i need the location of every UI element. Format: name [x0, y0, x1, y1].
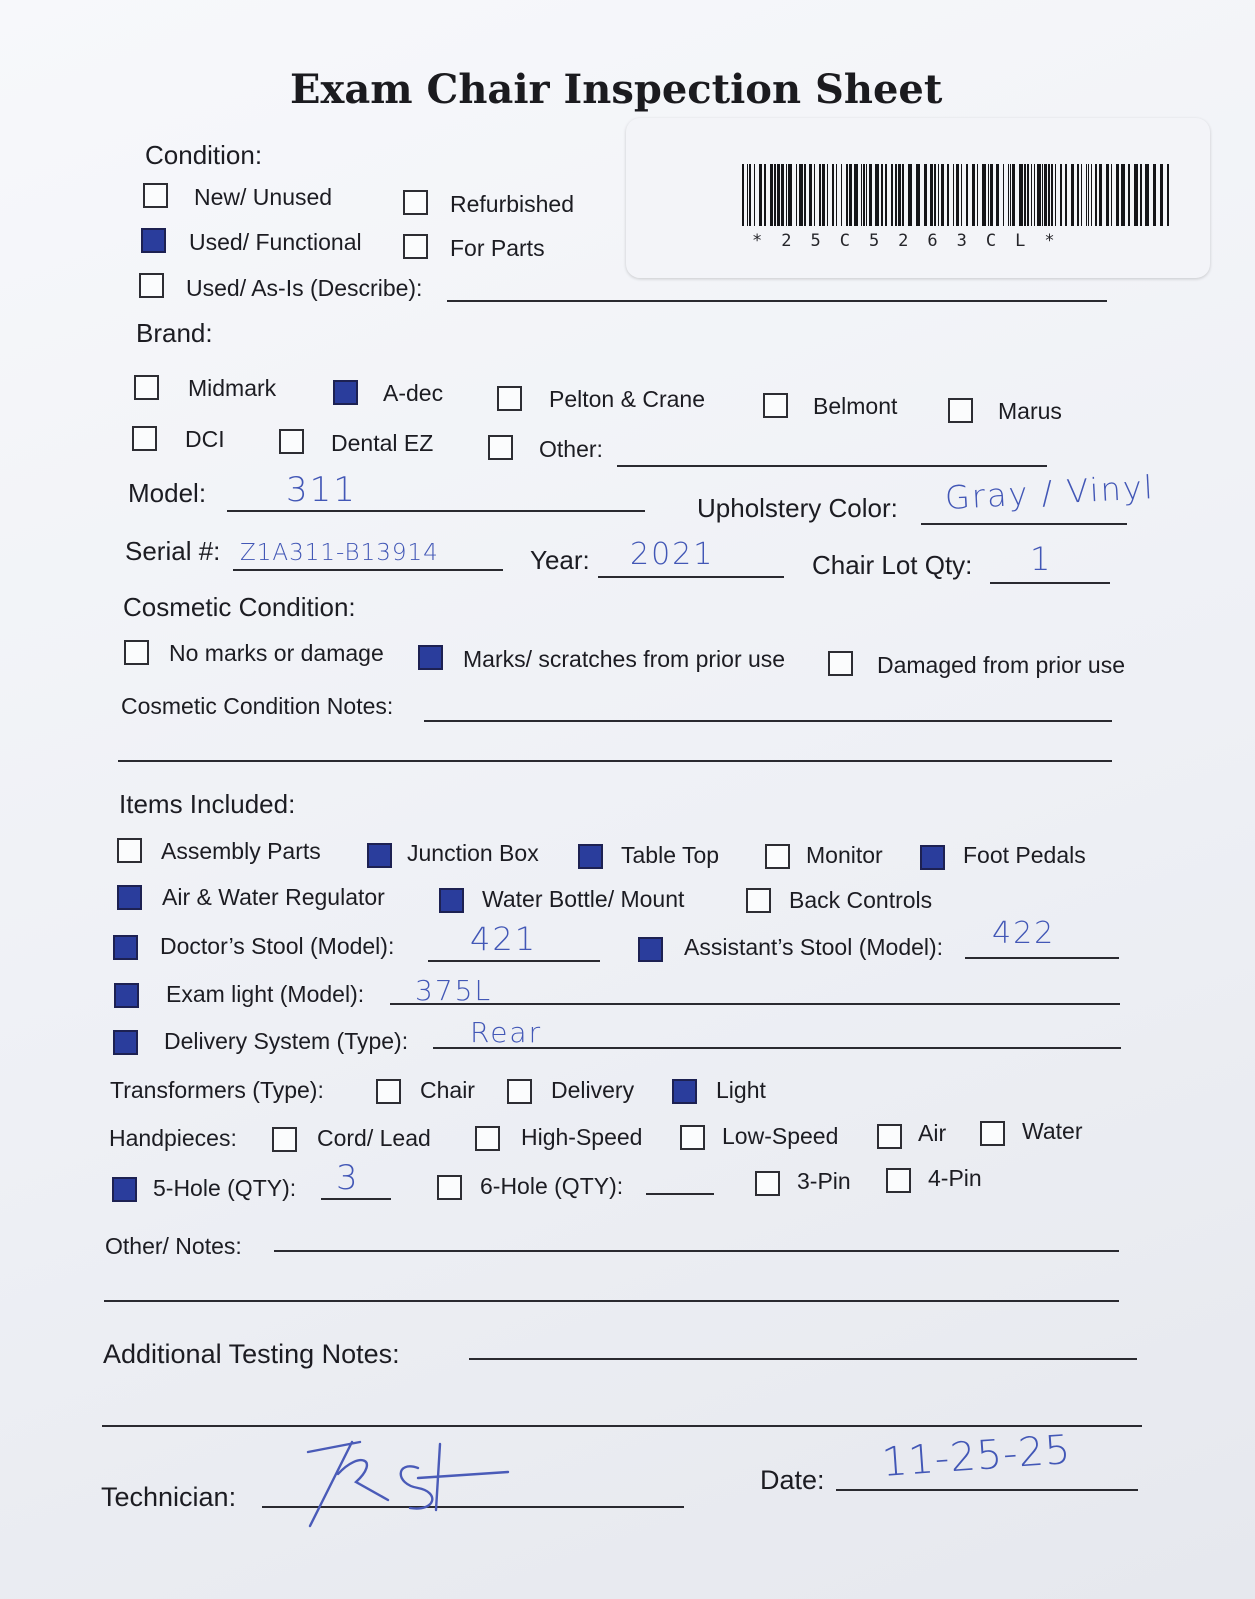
barcode-bar [854, 164, 858, 226]
barcode-bar [749, 164, 751, 226]
barcode-bar [1088, 164, 1089, 226]
brand-heading: Brand: [136, 318, 213, 348]
date-value: 11-25-25 [880, 1426, 1073, 1486]
upholstery-label: Upholstery Color: [697, 493, 898, 523]
six-hole-label: 6-Hole (QTY): [480, 1173, 624, 1199]
model-label: Model: [128, 478, 207, 508]
barcode-bar [953, 164, 954, 226]
back-controls-label: Back Controls [789, 887, 933, 913]
barcode-bar [804, 164, 806, 226]
assistants-stool-field[interactable] [965, 957, 1119, 959]
other-brand-label: Other: [539, 436, 603, 462]
condition-heading: Condition: [145, 140, 263, 170]
dental-ez-checkbox[interactable] [279, 429, 304, 454]
date-field[interactable] [836, 1489, 1138, 1491]
barcode-bar [1044, 164, 1047, 226]
barcode-bar [1031, 164, 1032, 226]
barcode-bar [770, 164, 773, 226]
high-speed-checkbox[interactable] [475, 1126, 500, 1151]
adec-checkbox[interactable] [333, 380, 358, 405]
air-label: Air [918, 1120, 947, 1146]
barcode-bar [1116, 164, 1119, 226]
for-parts-checkbox[interactable] [403, 234, 428, 259]
barcode-bar [869, 164, 872, 226]
testing-notes-label: Additional Testing Notes: [103, 1339, 400, 1369]
doctors-stool-checkbox[interactable] [113, 935, 138, 960]
barcode-bar [849, 164, 852, 226]
serial-value: Z1A311-B13914 [240, 540, 439, 566]
adec-label: A-dec [383, 380, 444, 406]
barcode-bar [881, 164, 883, 226]
other-notes-field-2[interactable] [104, 1300, 1119, 1302]
barcode-bar [841, 164, 842, 226]
barcode-bar [996, 164, 999, 226]
used-asis-field[interactable] [447, 300, 1107, 302]
barcode-bar [947, 164, 949, 226]
barcode-bar [895, 164, 897, 226]
water-bottle-label: Water Bottle/ Mount [482, 886, 685, 912]
transformer-chair-label: Chair [420, 1077, 475, 1103]
transformer-light-checkbox[interactable] [672, 1079, 697, 1104]
new-unused-label: New/ Unused [194, 184, 333, 210]
barcode-bar [1095, 164, 1097, 226]
no-marks-label: No marks or damage [169, 640, 384, 666]
four-pin-label: 4-Pin [928, 1165, 982, 1191]
barcode-bar [941, 164, 944, 226]
three-pin-checkbox[interactable] [755, 1171, 780, 1196]
barcode-bar [916, 164, 920, 226]
barcode-bar [1010, 164, 1011, 226]
midmark-label: Midmark [188, 375, 277, 401]
lot-qty-field[interactable] [990, 582, 1110, 584]
cord-lead-label: Cord/ Lead [317, 1125, 431, 1151]
barcode-bar [788, 164, 792, 226]
barcode-bar [747, 164, 748, 226]
other-brand-checkbox[interactable] [488, 435, 513, 460]
barcode-bar [1019, 164, 1023, 226]
six-hole-field[interactable] [646, 1193, 714, 1195]
technician-signature [300, 1430, 540, 1530]
barcode-bar [930, 164, 933, 226]
barcode-bar [988, 164, 989, 226]
barcode-bar [956, 164, 959, 226]
items-heading: Items Included: [119, 789, 296, 819]
delivery-system-checkbox[interactable] [113, 1030, 138, 1055]
for-parts-label: For Parts [450, 235, 545, 261]
barcode-bar [1086, 164, 1087, 226]
five-hole-value: 3 [336, 1158, 360, 1198]
barcode-bar [1003, 164, 1004, 226]
midmark-checkbox[interactable] [134, 375, 159, 400]
barcode-bar [764, 164, 766, 226]
no-marks-checkbox[interactable] [124, 640, 149, 665]
other-notes-label: Other/ Notes: [105, 1233, 242, 1259]
barcode-bar [1081, 164, 1082, 226]
marks-label: Marks/ scratches from prior use [463, 646, 786, 672]
barcode-bar [1167, 164, 1169, 226]
five-hole-checkbox[interactable] [112, 1177, 137, 1202]
used-functional-label: Used/ Functional [189, 229, 362, 255]
model-field[interactable] [227, 510, 645, 512]
barcode-bar [924, 164, 927, 226]
barcode-bar [742, 164, 744, 226]
barcode-bar [885, 164, 887, 226]
testing-notes-field[interactable] [469, 1358, 1137, 1360]
barcode-text: *25C5263CL* [752, 231, 1074, 251]
barcode-bar [861, 164, 862, 226]
water-checkbox[interactable] [980, 1121, 1005, 1146]
barcode-bar [961, 164, 962, 226]
high-speed-label: High-Speed [521, 1124, 643, 1150]
refurbished-label: Refurbished [450, 191, 575, 217]
barcode-bar [774, 164, 776, 226]
water-bottle-checkbox[interactable] [439, 888, 464, 913]
barcode-bar [1121, 164, 1125, 226]
page-title: Exam Chair Inspection Sheet [290, 66, 943, 113]
cosmetic-notes-field-2[interactable] [118, 760, 1112, 762]
barcode-bar [777, 164, 780, 226]
barcode-bar [898, 164, 901, 226]
exam-light-label: Exam light (Model): [166, 981, 365, 1007]
barcode-bar [1008, 164, 1009, 226]
barcode-bar [1091, 164, 1092, 226]
exam-light-value: 375L [415, 974, 493, 1007]
dental-ez-label: Dental EZ [331, 430, 434, 456]
table-top-checkbox[interactable] [578, 844, 603, 869]
barcode-bar [990, 164, 993, 226]
barcode-bar [1024, 164, 1026, 226]
barcode-icon [742, 164, 1170, 226]
barcode-bar [1034, 164, 1035, 226]
barcode-bar [832, 164, 834, 226]
four-pin-checkbox[interactable] [886, 1168, 911, 1193]
barcode-bar [934, 164, 936, 226]
barcode-bar [938, 164, 939, 226]
model-value: 311 [286, 470, 357, 510]
table-top-label: Table Top [621, 842, 720, 868]
upholstery-value: Gray / Vinyl [944, 468, 1156, 517]
five-hole-field[interactable] [321, 1198, 391, 1200]
barcode-bar [1111, 164, 1112, 226]
assistants-stool-value: 422 [992, 916, 1056, 951]
barcode-bar [799, 164, 803, 226]
six-hole-checkbox[interactable] [437, 1175, 462, 1200]
barcode-bar [781, 164, 784, 226]
barcode-bar [827, 164, 828, 226]
delivery-system-label: Delivery System (Type): [164, 1028, 409, 1054]
monitor-checkbox[interactable] [765, 844, 790, 869]
delivery-system-value: Rear [470, 1016, 543, 1049]
monitor-label: Monitor [806, 842, 883, 868]
barcode-bar [1048, 164, 1050, 226]
barcode-bar [1042, 164, 1043, 226]
other-brand-field[interactable] [617, 465, 1047, 467]
five-hole-label: 5-Hole (QTY): [153, 1175, 297, 1201]
low-speed-checkbox[interactable] [680, 1125, 705, 1150]
junction-box-checkbox[interactable] [367, 843, 392, 868]
back-controls-checkbox[interactable] [746, 888, 771, 913]
barcode-bar [814, 164, 815, 226]
serial-field[interactable] [233, 569, 503, 571]
transformer-delivery-checkbox[interactable] [507, 1079, 532, 1104]
barcode-bar [1140, 164, 1142, 226]
barcode-bar [866, 164, 867, 226]
year-field[interactable] [598, 576, 784, 578]
barcode-bar [977, 164, 978, 226]
low-speed-label: Low-Speed [722, 1123, 839, 1149]
barcode-bar [1160, 164, 1163, 226]
barcode-bar [796, 164, 797, 226]
technician-label: Technician: [101, 1482, 237, 1512]
barcode-bar [759, 164, 762, 226]
damaged-checkbox[interactable] [828, 651, 853, 676]
lot-qty-label: Chair Lot Qty: [812, 550, 973, 580]
refurbished-checkbox[interactable] [403, 190, 428, 215]
barcode-bar [1077, 164, 1079, 226]
transformer-chair-checkbox[interactable] [376, 1079, 401, 1104]
foot-pedals-label: Foot Pedals [963, 842, 1086, 868]
lot-qty-value: 1 [1030, 540, 1053, 578]
barcode-bar [836, 164, 837, 226]
new-unused-checkbox[interactable] [143, 183, 168, 208]
exam-light-field[interactable] [390, 1003, 1120, 1005]
barcode-bar [863, 164, 865, 226]
assembly-parts-checkbox[interactable] [117, 838, 142, 863]
air-water-checkbox[interactable] [117, 885, 142, 910]
barcode-bar [1037, 164, 1041, 226]
cord-lead-checkbox[interactable] [272, 1127, 297, 1152]
barcode-bar [1027, 164, 1029, 226]
transformers-label: Transformers (Type): [110, 1077, 324, 1103]
barcode-bar [1060, 164, 1062, 226]
barcode-bar [822, 164, 825, 226]
barcode-bar [982, 164, 986, 226]
barcode-bar [809, 164, 812, 226]
barcode-bar [902, 164, 904, 226]
barcode-bar [891, 164, 893, 226]
air-checkbox[interactable] [877, 1124, 902, 1149]
barcode-bar [966, 164, 968, 226]
pelton-crane-checkbox[interactable] [497, 386, 522, 411]
water-label: Water [1022, 1118, 1083, 1144]
dci-checkbox[interactable] [132, 426, 157, 451]
barcode-bar [754, 164, 755, 226]
barcode-bar [1134, 164, 1138, 226]
barcode-bar [819, 164, 821, 226]
upholstery-field[interactable] [921, 523, 1127, 525]
barcode-bar [1071, 164, 1074, 226]
barcode-bar [908, 164, 912, 226]
handpieces-label: Handpieces: [109, 1125, 237, 1151]
pelton-crane-label: Pelton & Crane [549, 386, 705, 412]
year-value: 2021 [630, 537, 715, 572]
barcode-bar [1055, 164, 1056, 226]
assistants-stool-checkbox[interactable] [638, 937, 663, 962]
date-label: Date: [760, 1465, 825, 1495]
damaged-label: Damaged from prior use [877, 652, 1125, 678]
other-notes-field[interactable] [274, 1250, 1119, 1252]
foot-pedals-checkbox[interactable] [920, 845, 945, 870]
three-pin-label: 3-Pin [797, 1168, 851, 1194]
marus-label: Marus [998, 398, 1062, 424]
marks-checkbox[interactable] [418, 645, 443, 670]
exam-light-checkbox[interactable] [114, 983, 139, 1008]
marus-checkbox[interactable] [948, 398, 973, 423]
barcode-bar [1153, 164, 1156, 226]
belmont-checkbox[interactable] [763, 393, 788, 418]
air-water-label: Air & Water Regulator [162, 884, 385, 910]
barcode-bar [1145, 164, 1149, 226]
doctors-stool-value: 421 [470, 920, 538, 958]
dci-label: DCI [185, 426, 225, 452]
cosmetic-heading: Cosmetic Condition: [123, 592, 356, 622]
barcode-bar [786, 164, 787, 226]
cosmetic-notes-label: Cosmetic Condition Notes: [121, 693, 394, 719]
used-asis-label: Used/ As-Is (Describe): [186, 275, 423, 301]
junction-box-label: Junction Box [407, 840, 539, 866]
barcode-bar [972, 164, 975, 226]
barcode-bar [875, 164, 879, 226]
barcode-bar [1065, 164, 1067, 226]
assembly-parts-label: Assembly Parts [161, 838, 321, 864]
assistants-stool-label: Assistant’s Stool (Model): [684, 934, 944, 960]
cosmetic-notes-field[interactable] [424, 720, 1112, 722]
serial-label: Serial #: [125, 536, 221, 566]
doctors-stool-label: Doctor’s Stool (Model): [160, 933, 395, 959]
belmont-label: Belmont [813, 393, 898, 419]
barcode-bar [1012, 164, 1015, 226]
transformer-delivery-label: Delivery [551, 1077, 635, 1103]
barcode-bar [1099, 164, 1102, 226]
transformer-light-label: Light [716, 1077, 766, 1103]
barcode-bar [1106, 164, 1109, 226]
barcode-bar [1128, 164, 1130, 226]
testing-notes-field-2[interactable] [102, 1425, 1142, 1427]
year-label: Year: [530, 545, 590, 575]
barcode-bar [1051, 164, 1053, 226]
used-asis-checkbox[interactable] [139, 273, 164, 298]
doctors-stool-field[interactable] [428, 960, 600, 962]
barcode-bar [846, 164, 848, 226]
used-functional-checkbox[interactable] [141, 228, 166, 253]
